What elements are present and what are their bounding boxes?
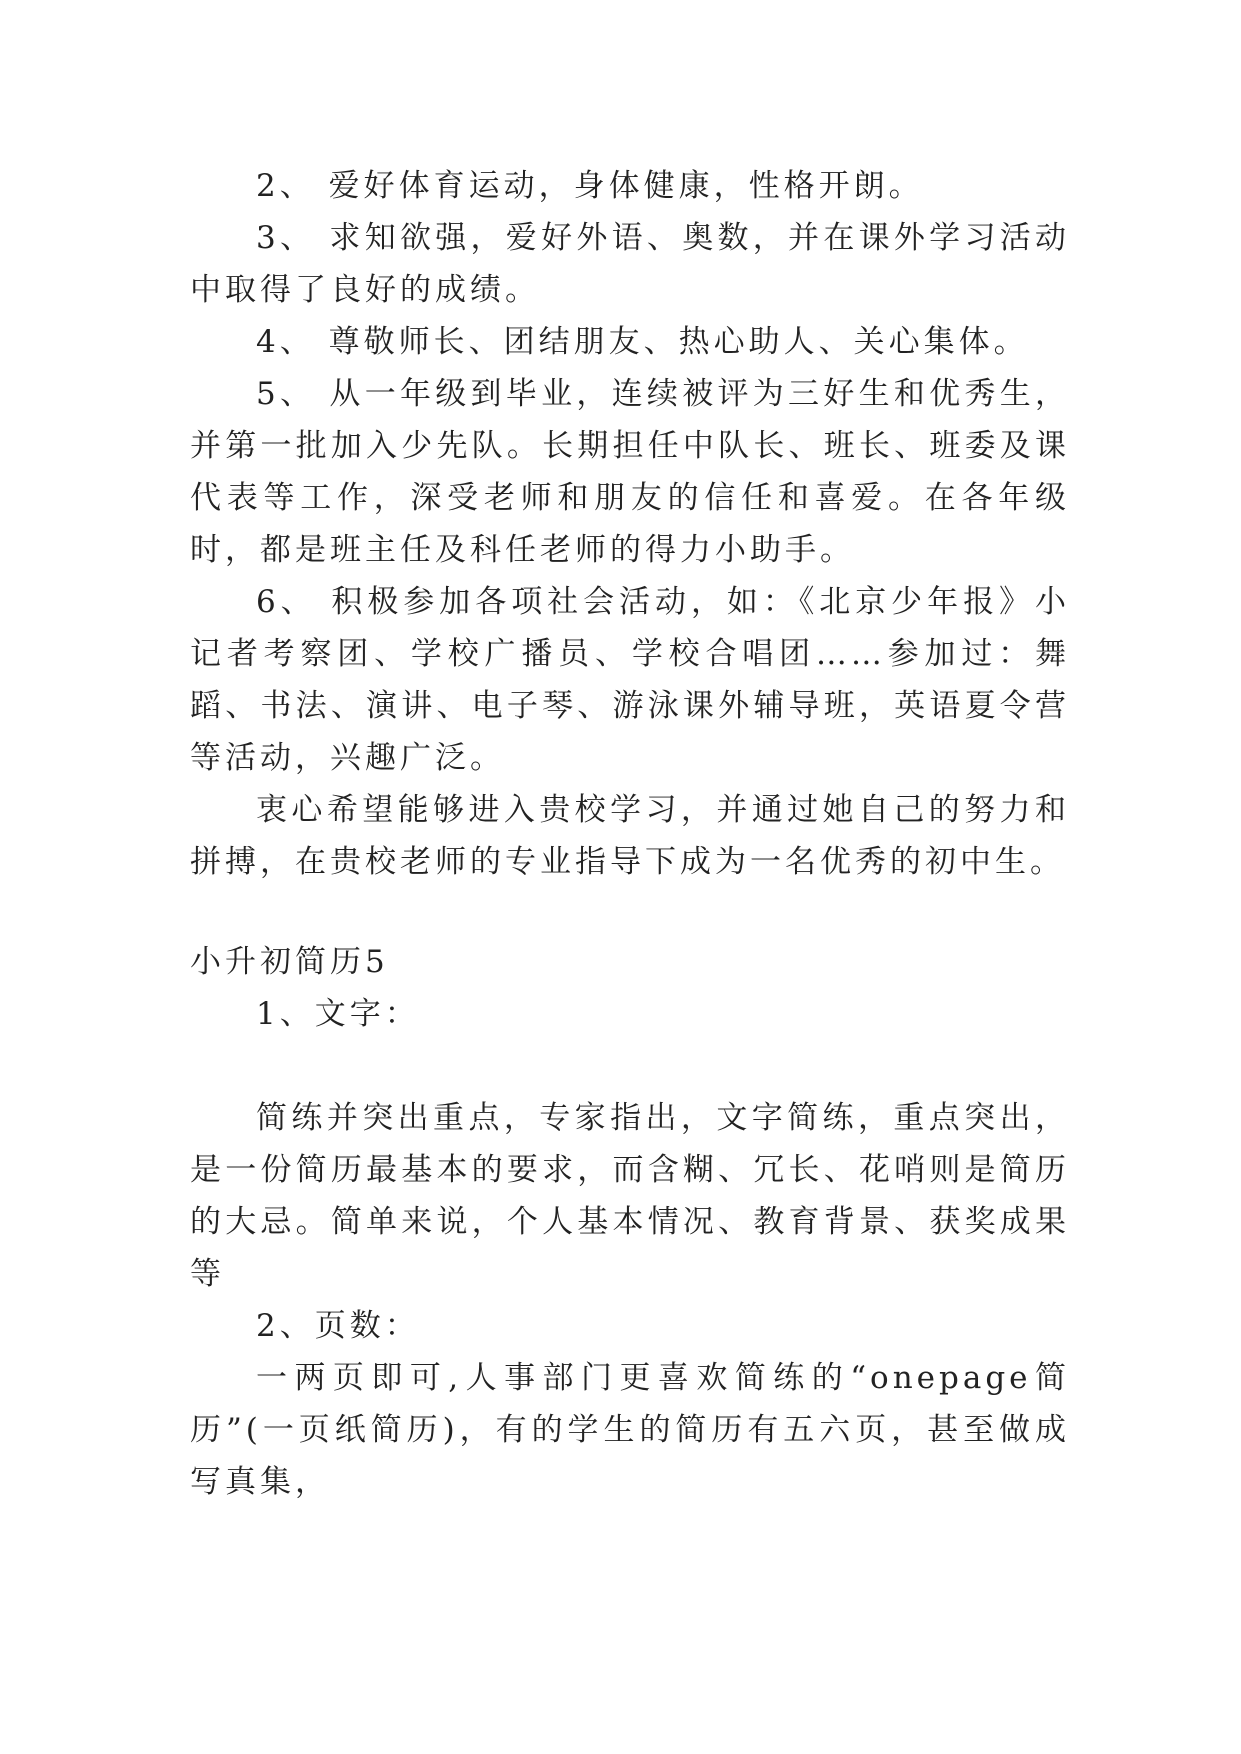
item1-text: 简练并突出重点，专家指出，文字简练，重点突出，是一份简历最基本的要求，而含糊、冗长、花哨则是简历的大忌。简单来说，个人基本情况、教育背景、获奖成果等 xyxy=(190,1100,1070,1292)
item1-label: 1、文字： xyxy=(256,996,420,1032)
closing-paragraph: 衷心希望能够进入贵校学习，并通过她自己的努力和拼搏，在贵校老师的专业指导下成为一名优秀的初中生。 xyxy=(190,792,1070,880)
spacer xyxy=(190,1040,1070,1092)
document-body xyxy=(190,160,1070,1508)
item2-text: 一两页即可,人事部门更喜欢简练的“onepage简历”(一页纸简历)，有的学生的简历有五六页，甚至做成写真集， xyxy=(190,1360,1070,1500)
list-item-3: 3、 求知欲强，爱好外语、奥数，并在课外学习活动中取得了良好的成绩。 xyxy=(190,220,1070,308)
list-item-6: 6、 积极参加各项社会活动，如：《北京少年报》小记者考察团、学校广播员、学校合唱团……参加过：舞蹈、书法、演讲、电子琴、游泳课外辅导班，英语夏令营等活动，兴趣广泛。 xyxy=(190,584,1070,776)
list-item-4: 4、 尊敬师长、团结朋友、热心助人、关心集体。 xyxy=(256,324,1029,360)
item2-label: 2、页数： xyxy=(256,1308,420,1344)
list-item-5: 5、 从一年级到毕业，连续被评为三好生和优秀生，并第一批加入少先队。长期担任中队长、班长、班委及课代表等工作，深受老师和朋友的信任和喜爱。在各年级时，都是班主任及科任老师的得力小助手。 xyxy=(190,376,1070,568)
list-item-2: 2、 爱好体育运动，身体健康，性格开朗。 xyxy=(256,168,924,204)
section-heading: 小升初简历5 xyxy=(190,944,389,980)
